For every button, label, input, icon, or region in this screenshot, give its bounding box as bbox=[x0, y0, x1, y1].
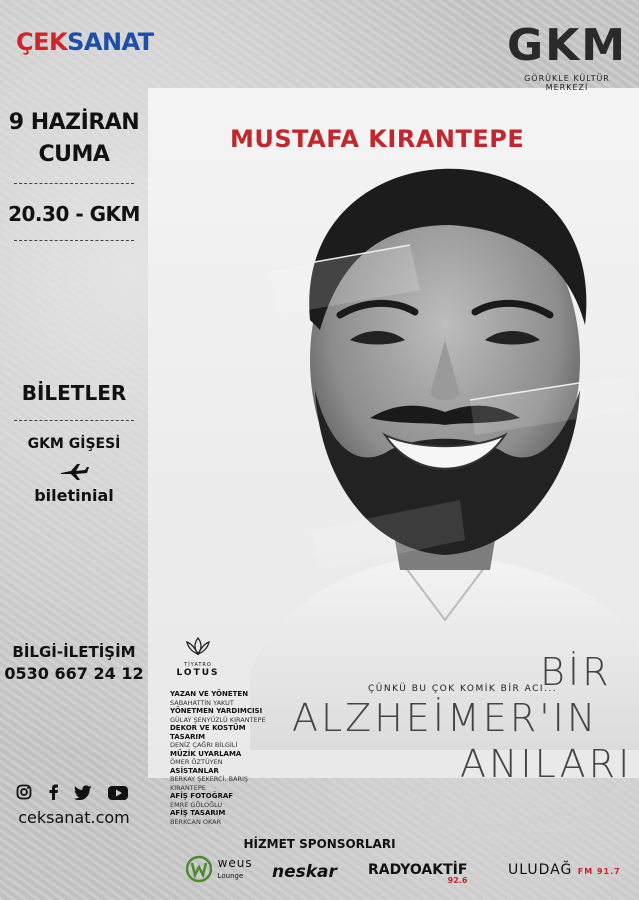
actor-name: MUSTAFA KIRANTEPE bbox=[230, 125, 525, 153]
sponsor-name: RADYOAKTİF bbox=[368, 862, 468, 878]
facebook-icon[interactable] bbox=[48, 784, 60, 800]
youtube-icon[interactable] bbox=[108, 786, 128, 800]
box-office-label: GKM GİŞESİ bbox=[27, 436, 121, 452]
show-title-line1: BİR bbox=[540, 650, 612, 694]
show-title-line2: ALZHEİMER'IN bbox=[292, 696, 599, 740]
social-icons bbox=[16, 784, 134, 802]
instagram-icon[interactable] bbox=[16, 784, 32, 800]
event-day: CUMA bbox=[38, 142, 110, 167]
show-tagline: ÇÜNKÜ BU ÇOK KOMİK BİR ACI... bbox=[368, 684, 558, 694]
website-link[interactable]: ceksanat.com bbox=[18, 808, 130, 827]
event-date: 9 HAZİRAN bbox=[8, 110, 140, 135]
credit-item bbox=[170, 792, 280, 809]
sponsor-weus[interactable] bbox=[186, 854, 253, 884]
brand-part-cek: ÇEK bbox=[16, 28, 68, 56]
divider bbox=[14, 240, 134, 241]
sponsors-heading: HİZMET SPONSORLARI bbox=[243, 837, 396, 851]
show-title-line3: ANILARI bbox=[460, 742, 633, 786]
sponsor-radyoaktif[interactable] bbox=[368, 862, 467, 885]
credit-name: EMRE GÖLOĞLU bbox=[170, 800, 223, 809]
contact-heading: BİLGİ-İLETİŞİM bbox=[12, 643, 136, 661]
sponsor-sub: Lounge bbox=[217, 872, 244, 880]
divider bbox=[14, 420, 134, 421]
credit-role: DEKOR VE KOSTÜM TASARIM bbox=[170, 724, 246, 741]
sponsor-neskar[interactable]: neskar bbox=[272, 862, 337, 882]
credit-name: GÜLAY ŞENYÜZLÜ KIRANTEPE bbox=[170, 715, 266, 724]
lotus-flower-icon bbox=[183, 636, 213, 658]
tickets-heading: BİLETLER bbox=[21, 381, 127, 405]
sponsor-logos bbox=[186, 852, 631, 892]
credit-name: SABAHATTİN YAKUT bbox=[170, 698, 234, 707]
credit-item bbox=[170, 750, 280, 767]
gkm-logo-subtitle: GÖRÜKLE KÜLTÜR MERKEZİ bbox=[524, 74, 610, 92]
credits-list bbox=[170, 690, 280, 826]
contact-phone[interactable]: 0530 667 24 12 bbox=[4, 664, 144, 683]
credit-role: MÜZİK UYARLAMA bbox=[170, 749, 242, 758]
gkm-logo bbox=[507, 22, 627, 102]
credit-role: YAZAN VE YÖNETEN bbox=[170, 690, 249, 698]
sponsor-sub: FM 91.7 bbox=[577, 867, 621, 876]
credit-role: AFİŞ TASARIM bbox=[170, 809, 226, 817]
theatre-name: LOTUS bbox=[176, 668, 220, 678]
credit-name: BERKAY ŞEKERCİ, BARIŞ KIRANTEPE bbox=[170, 775, 249, 792]
credit-name: ÖMER ÖZTÜYEN bbox=[170, 758, 223, 766]
credit-role: ASİSTANLAR bbox=[170, 766, 219, 775]
left-info-column bbox=[0, 0, 148, 900]
biletinial-link[interactable]: biletinial bbox=[34, 486, 114, 505]
twitter-icon[interactable] bbox=[74, 785, 92, 800]
sponsor-sub: 92.6 bbox=[447, 876, 468, 885]
sponsor-name: weus bbox=[217, 856, 253, 870]
theatre-small-label: TİYATRO bbox=[184, 662, 212, 668]
credit-item bbox=[170, 767, 280, 793]
gkm-logo-mark: GKM bbox=[507, 20, 627, 71]
ticket-airplane-icon bbox=[0, 461, 148, 481]
credit-item bbox=[170, 707, 280, 724]
credit-role: YÖNETMEN YARDIMCISI bbox=[170, 707, 263, 715]
credit-item bbox=[170, 809, 280, 826]
credit-item bbox=[170, 690, 280, 707]
sponsor-uludag-fm[interactable] bbox=[508, 862, 621, 878]
event-time-place: 20.30 - GKM bbox=[8, 202, 140, 226]
brand-part-sanat: SANAT bbox=[67, 28, 154, 56]
sponsor-name: ULUDAĞ bbox=[508, 862, 573, 878]
lotus-theatre-logo bbox=[168, 636, 228, 678]
credit-role: AFİŞ FOTOĞRAF bbox=[170, 792, 234, 800]
weus-logo-icon bbox=[186, 854, 212, 884]
divider bbox=[14, 183, 134, 184]
credit-name: BERKCAN OKAR bbox=[170, 817, 222, 826]
credit-name: DENİZ ÇAĞRI BİLGİLİ bbox=[170, 741, 238, 749]
credit-item bbox=[170, 724, 280, 750]
